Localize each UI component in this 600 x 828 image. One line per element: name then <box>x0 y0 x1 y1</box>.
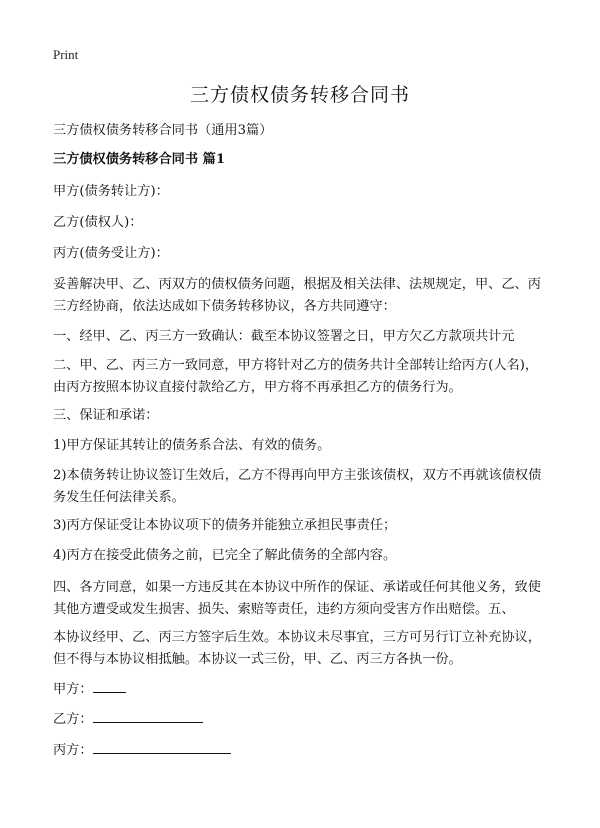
signature-label-b: 乙方： <box>53 712 93 727</box>
print-label: Print <box>53 47 79 62</box>
clause-5: 本协议经甲、乙、丙三方签字后生效。本协议未尽事宜，三方可另行订立补充协议，但不得与本协议相抵触。本协议一式三份，甲、乙、丙三方各执一份。 <box>53 630 541 667</box>
section-heading: 三方债权债务转移合同书 篇1 <box>53 152 226 167</box>
signature-blank-b[interactable] <box>93 708 203 723</box>
signature-line-b <box>53 708 548 731</box>
signature-blank-a[interactable] <box>93 678 126 693</box>
guarantee-item-1: 1)甲方保证其转让的债务系合法、有效的债务。 <box>53 438 331 453</box>
party-c-line: 丙方(债务受让方)： <box>53 246 169 261</box>
party-b-line: 乙方(债权人)： <box>53 215 143 230</box>
signature-line-c <box>53 739 548 762</box>
signature-blank-c[interactable] <box>93 739 231 754</box>
intro-paragraph: 妥善解决甲、乙、丙双方的债权债务问题，根据及相关法律、法规规定，甲、乙、丙三方经协商，依法达成如下债务转移协议，各方共同遵守： <box>53 277 541 314</box>
signature-label-c: 丙方： <box>53 743 93 758</box>
party-a-line: 甲方(债务转让方)： <box>53 184 169 199</box>
signature-line-a <box>53 678 548 701</box>
clause-3-heading: 三、保证和承诺： <box>53 408 159 423</box>
document-title: 三方债权债务转移合同书 <box>189 84 410 106</box>
guarantee-item-3: 3)丙方保证受让本协议项下的债务并能独立承担民事责任； <box>53 518 397 533</box>
clause-1: 一、经甲、乙、丙三方一致确认：截至本协议签署之日，甲方欠乙方款项共计元 <box>53 329 515 344</box>
document-subtitle: 三方债权债务转移合同书（通用3篇） <box>53 123 273 138</box>
guarantee-item-2: 2)本债务转让协议签订生效后，乙方不得再向甲方主张该债权，双方不再就该债权债务发生任何法律关系。 <box>53 468 542 505</box>
guarantee-item-4: 4)丙方在接受此债务之前，已完全了解此债务的全部内容。 <box>53 548 397 563</box>
signature-label-a: 甲方： <box>53 682 93 697</box>
clause-2: 二、甲、乙、丙三方一致同意，甲方将针对乙方的债务共计全部转让给丙方(人名)，由丙方按照本协议直接付款给乙方，甲方将不再承担乙方的债务行为。 <box>53 358 539 395</box>
clause-4: 四、各方同意，如果一方违反其在本协议中所作的保证、承诺或任何其他义务，致使其他方遭受或发生损害、损失、索赔等责任，违约方须向受害方作出赔偿。五、 <box>53 580 541 617</box>
